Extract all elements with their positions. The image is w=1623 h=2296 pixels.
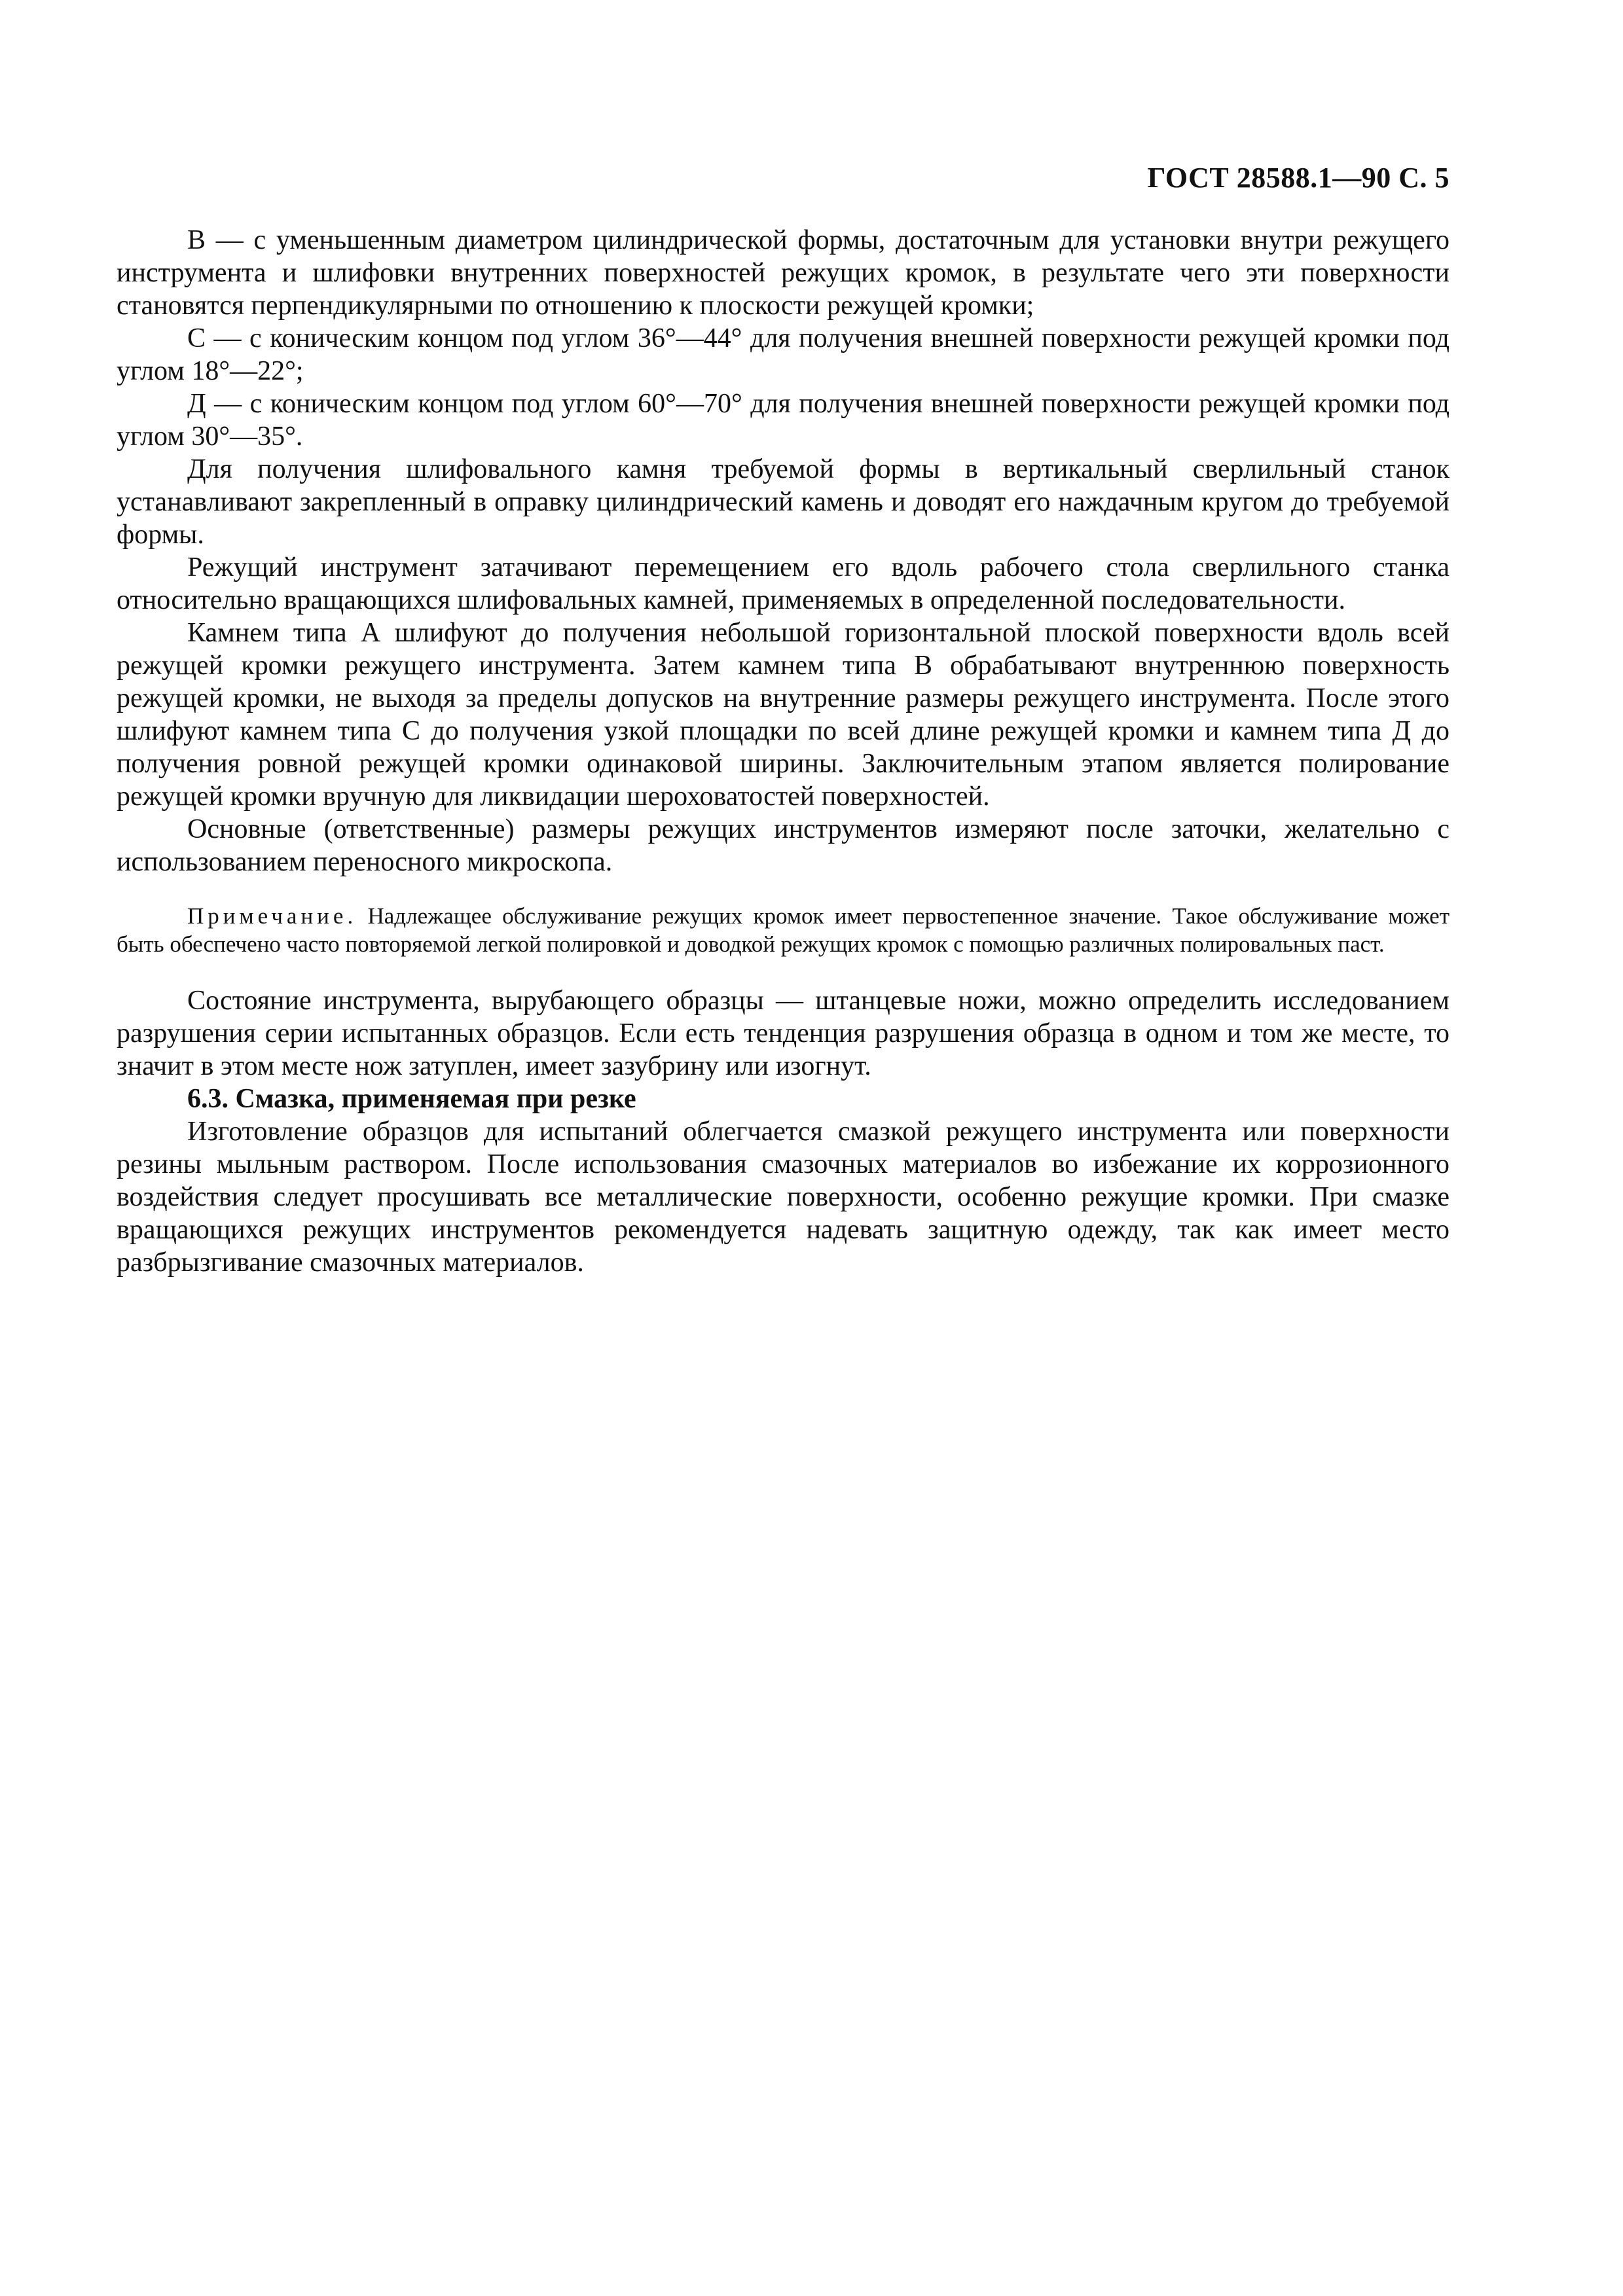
document-body — [117, 224, 1450, 1279]
paragraph-measurement: Основные (ответственные) размеры режущих инструментов измеряют после заточки, желательно с использованием переносного микроскопа. — [117, 814, 1450, 877]
paragraph-stone-shaping: Для получения шлифовального камня требуемой формы в вертикальный сверлильный станок устанавливают закрепленный в оправку цилиндрический камень и доводят его наждачным кругом до требуемой формы. — [117, 454, 1450, 550]
running-header: ГОСТ 28588.1—90 С. 5 — [1147, 162, 1450, 194]
paragraph-type-b: В — с уменьшенным диаметром цилиндрической формы, достаточным для установки внутри режущего инструмента и шлифовки внутренних поверхностей режущих кромок, в результате чего эти поверхности становятся перпендикулярными по отношению к плоскости режущей кромки; — [117, 225, 1450, 321]
paragraph-die-condition: Состояние инструмента, вырубающего образцы — штанцевые ножи, можно определить исследованием разрушения серии испытанных образцов. Если есть тенденция разрушения образца в одном и том же месте, то значит в этом месте нож затуплен, имеет зазубрину или изогнут. — [117, 986, 1450, 1081]
section-heading — [117, 1083, 1450, 1115]
note — [117, 902, 1450, 958]
note-text: Надлежащее обслуживание режущих кромок имеет первостепенное значение. Такое обслуживание может быть обеспечено часто повторяемой легкой полировкой и доводкой режущих кромок с помощью различных полировальных паст. — [117, 903, 1450, 957]
paragraph-grinding-sequence: Камнем типа А шлифуют до получения небольшой горизонтальной плоской поверхности вдоль всей режущей кромки режущего инструмента. Затем камнем типа В обрабатывают внутреннюю поверхность режущей кромки, не выходя за пределы допусков на внутренние размеры режущего инструмента. После этого шлифуют камнем типа С до получения узкой площадки по всей длине режущей кромки и камнем типа Д до получения ровной режущей кромки одинаковой ширины. Заключительным этапом является полирование режущей кромки вручную для ликвидации шероховатостей поверхностей. — [117, 618, 1450, 812]
paragraph-sharpening: Режущий инструмент затачивают перемещением его вдоль рабочего стола сверлильного станка относительно вращающихся шлифовальных камней, применяемых в определенной последовательности. — [117, 552, 1450, 615]
section-title: Смазка, применяемая при резке — [235, 1084, 636, 1114]
section-number: 6.3. — [187, 1084, 228, 1114]
paragraph-type-d: Д — с коническим концом под углом 60°—70° для получения внешней поверхности режущей кромки под углом 30°—35°. — [117, 389, 1450, 452]
paragraph-type-c: С — с коническим концом под углом 36°—44° для получения внешней поверхности режущей кромки под углом 18°—22°; — [117, 323, 1450, 386]
paragraph-lubrication: Изготовление образцов для испытаний облегчается смазкой режущего инструмента или поверхности резины мыльным раствором. После использования смазочных материалов во избежание их коррозионного воздействия следует просушивать все металлические поверхности, особенно режущие кромки. При смазке вращающихся режущих инструментов рекомендуется надевать защитную одежду, так как имеет место разбрызгивание смазочных материалов. — [117, 1117, 1450, 1278]
note-label: Примечание. — [187, 903, 357, 929]
